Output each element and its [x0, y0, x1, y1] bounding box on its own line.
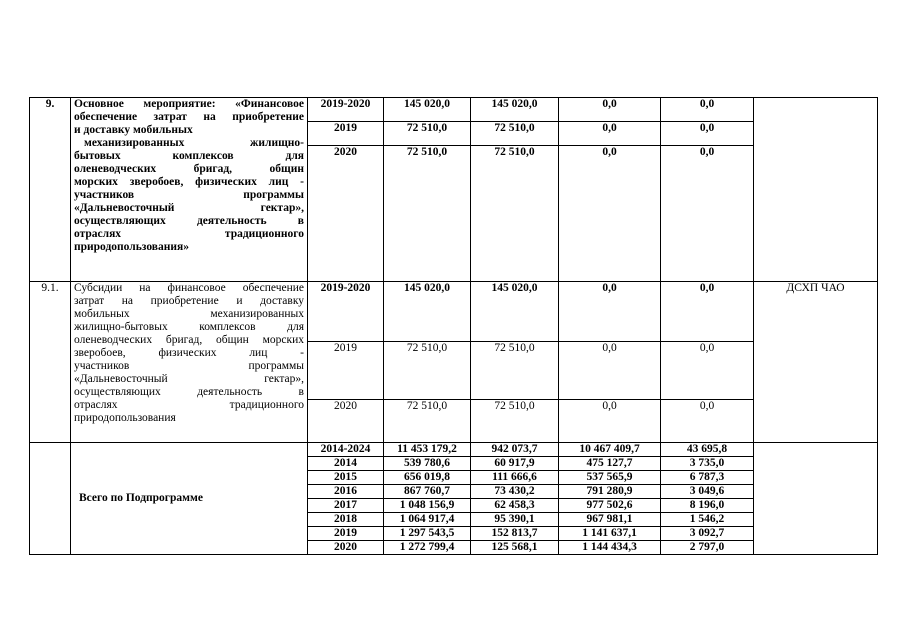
value-cell: 977 502,6 — [559, 499, 661, 513]
value-cell: 145 020,0 — [471, 98, 559, 122]
period-cell: 2017 — [308, 499, 384, 513]
value-cell: 0,0 — [661, 342, 754, 400]
value-cell: 0,0 — [559, 146, 661, 282]
description-line: участников программы — [74, 189, 304, 201]
value-cell: 0,0 — [559, 282, 661, 342]
description-line: и доставку мобильных — [74, 124, 193, 136]
table-row — [30, 282, 878, 342]
description-line: Основное мероприятие: «Финансовое — [74, 98, 304, 110]
value-cell: 537 565,9 — [559, 471, 661, 485]
description-line: затрат на приобретение и доставку — [74, 295, 304, 307]
total-num-cell — [30, 443, 71, 555]
value-cell: 10 467 409,7 — [559, 443, 661, 457]
period-cell: 2016 — [308, 485, 384, 499]
value-cell: 125 568,1 — [471, 541, 559, 555]
description-line: механизированных жилищно- — [84, 137, 304, 149]
value-cell: 95 390,1 — [471, 513, 559, 527]
period-cell: 2020 — [308, 541, 384, 555]
value-cell: 1 064 917,4 — [384, 513, 471, 527]
value-cell: 6 787,3 — [661, 471, 754, 485]
total-executor-cell — [754, 443, 878, 555]
value-cell: 11 453 179,2 — [384, 443, 471, 457]
value-cell: 72 510,0 — [384, 342, 471, 400]
value-cell: 60 917,9 — [471, 457, 559, 471]
row-description — [71, 98, 308, 282]
value-cell: 1 144 434,3 — [559, 541, 661, 555]
value-cell: 145 020,0 — [384, 282, 471, 342]
description-line: обеспечение затрат на приобретение — [74, 111, 304, 123]
table-body — [30, 98, 878, 555]
value-cell: 1 546,2 — [661, 513, 754, 527]
value-cell: 3 092,7 — [661, 527, 754, 541]
value-cell: 1 297 543,5 — [384, 527, 471, 541]
value-cell: 0,0 — [559, 342, 661, 400]
description-line: «Дальневосточный гектар», — [74, 373, 304, 385]
description-line: осуществляющих деятельность в — [74, 386, 304, 398]
value-cell: 72 510,0 — [471, 122, 559, 146]
description-line: морских зверобоев, физических лиц - — [74, 176, 304, 188]
table-row — [30, 98, 878, 122]
value-cell: 791 280,9 — [559, 485, 661, 499]
value-cell: 2 797,0 — [661, 541, 754, 555]
total-label: Всего по Подпрограмме — [71, 443, 308, 555]
value-cell: 43 695,8 — [661, 443, 754, 457]
value-cell: 0,0 — [559, 400, 661, 443]
value-cell: 8 196,0 — [661, 499, 754, 513]
description-line: отраслях традиционного — [74, 399, 304, 411]
description-text — [74, 98, 304, 254]
value-cell: 0,0 — [661, 282, 754, 342]
value-cell: 3 049,6 — [661, 485, 754, 499]
row-description — [71, 282, 308, 443]
value-cell: 475 127,7 — [559, 457, 661, 471]
value-cell: 111 666,6 — [471, 471, 559, 485]
description-line: природопользования» — [74, 241, 189, 253]
period-cell: 2019 — [308, 527, 384, 541]
value-cell: 539 780,6 — [384, 457, 471, 471]
value-cell: 656 019,8 — [384, 471, 471, 485]
value-cell: 73 430,2 — [471, 485, 559, 499]
executor-cell: ДСХП ЧАО — [754, 282, 878, 443]
period-cell: 2014-2024 — [308, 443, 384, 457]
description-line: мобильных механизированных — [74, 308, 304, 320]
value-cell: 72 510,0 — [471, 146, 559, 282]
period-cell: 2020 — [308, 146, 384, 282]
description-line: участников программы — [74, 360, 304, 372]
description-line: оленеводческих бригад, общин морских — [74, 334, 304, 346]
value-cell: 72 510,0 — [384, 122, 471, 146]
value-cell: 145 020,0 — [384, 98, 471, 122]
period-cell: 2019 — [308, 342, 384, 400]
value-cell: 942 073,7 — [471, 443, 559, 457]
description-line: жилищно-бытовых комплексов для — [74, 321, 304, 333]
description-text — [74, 282, 304, 425]
description-line: оленеводческих бригад, общин — [74, 163, 304, 175]
value-cell: 145 020,0 — [471, 282, 559, 342]
value-cell: 0,0 — [559, 98, 661, 122]
period-cell: 2019-2020 — [308, 282, 384, 342]
period-cell: 2019-2020 — [308, 98, 384, 122]
description-line: осуществляющих деятельность в — [74, 215, 304, 227]
period-cell: 2014 — [308, 457, 384, 471]
value-cell: 72 510,0 — [471, 342, 559, 400]
budget-table — [29, 97, 878, 555]
value-cell: 72 510,0 — [471, 400, 559, 443]
value-cell: 0,0 — [661, 146, 754, 282]
value-cell: 152 813,7 — [471, 527, 559, 541]
value-cell: 62 458,3 — [471, 499, 559, 513]
period-cell: 2018 — [308, 513, 384, 527]
value-cell: 967 981,1 — [559, 513, 661, 527]
description-line: отраслях традиционного — [74, 228, 304, 240]
description-line: природопользования — [74, 412, 176, 424]
description-line: Субсидии на финансовое обеспечение — [74, 282, 304, 294]
value-cell: 867 760,7 — [384, 485, 471, 499]
value-cell: 0,0 — [661, 98, 754, 122]
value-cell: 1 048 156,9 — [384, 499, 471, 513]
value-cell: 1 141 637,1 — [559, 527, 661, 541]
value-cell: 3 735,0 — [661, 457, 754, 471]
value-cell: 0,0 — [661, 400, 754, 443]
executor-cell — [754, 98, 878, 282]
total-row — [30, 443, 878, 457]
value-cell: 72 510,0 — [384, 146, 471, 282]
value-cell: 0,0 — [559, 122, 661, 146]
period-cell: 2020 — [308, 400, 384, 443]
period-cell: 2019 — [308, 122, 384, 146]
description-line: зверобоев, физических лиц - — [74, 347, 304, 359]
value-cell: 72 510,0 — [384, 400, 471, 443]
value-cell: 0,0 — [661, 122, 754, 146]
description-line: бытовых комплексов для — [74, 150, 304, 162]
value-cell: 1 272 799,4 — [384, 541, 471, 555]
row-number: 9. — [30, 98, 71, 282]
row-number: 9.1. — [30, 282, 71, 443]
description-line: «Дальневосточный гектар», — [74, 202, 304, 214]
period-cell: 2015 — [308, 471, 384, 485]
